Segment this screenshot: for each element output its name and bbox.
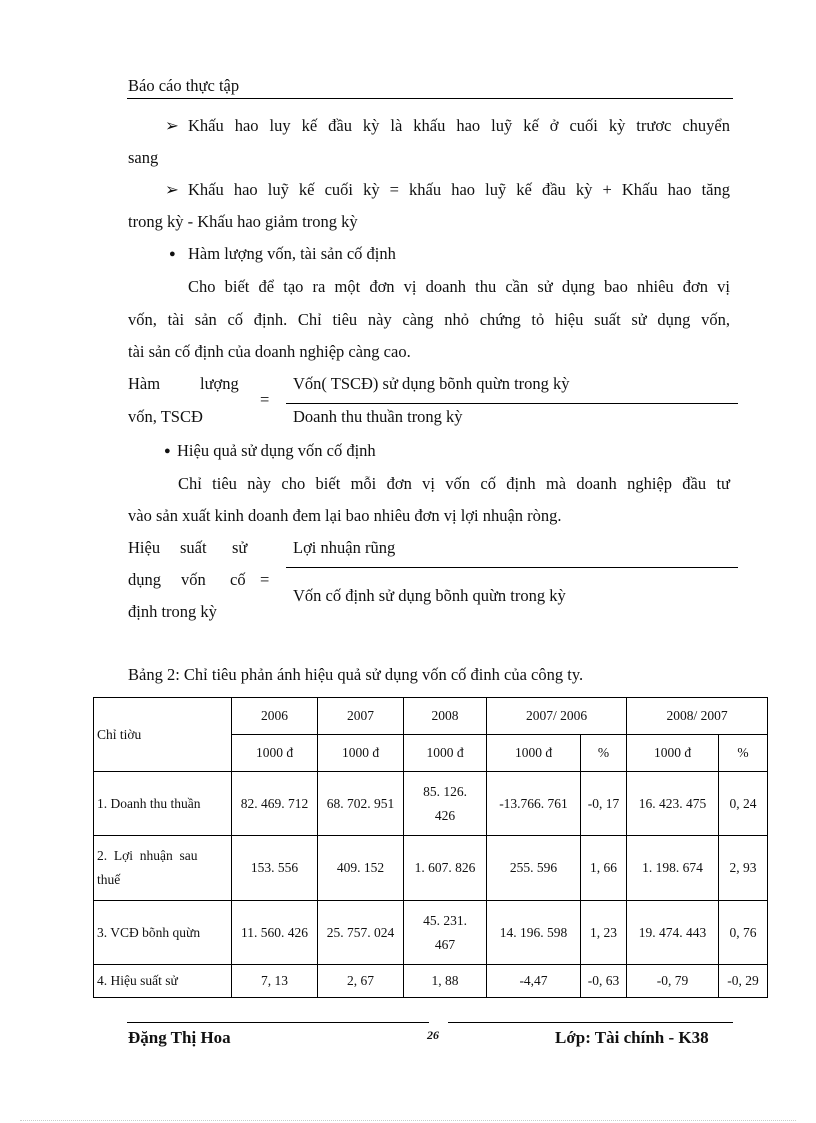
- cell-2008-part-2: 467: [434, 936, 456, 952]
- cell-diff-2-abs: -0, 79: [627, 965, 719, 998]
- formula-2-numerator: Lợi nhuận rũng: [293, 538, 396, 557]
- header-rule: [127, 98, 733, 99]
- formula-2-lhs-l2-w2: vốn: [181, 570, 206, 589]
- table-caption: Bảng 2: Chỉ tiêu phản ánh hiệu quả sử dụng vốn cố đinh của công ty.: [128, 665, 584, 684]
- cell-diff-2-pct: 0, 24: [719, 772, 768, 836]
- cell-2008-part-1: 85. 126.: [423, 783, 467, 799]
- paragraph-4-line-2: vào sản xuất kinh doanh đem lại bao nhiêu đơn vị lợi nhuận ròng.: [128, 506, 562, 525]
- arrow-bullet-icon: ➢: [165, 180, 179, 199]
- formula-2-lhs-l1-w2: suất: [180, 538, 207, 557]
- cell-2006: 11. 560. 426: [232, 901, 318, 965]
- table-row: [94, 901, 768, 965]
- unit-cell: 1000 đ: [487, 735, 581, 772]
- cell-diff-2-pct: -0, 29: [719, 965, 768, 998]
- bullet-heading-1: Hàm lượng vốn, tài sản cố định: [188, 244, 396, 263]
- cell-2008: [404, 901, 487, 965]
- paragraph-3-line-2: vốn, tài sản cố định. Chỉ tiêu này càng nhỏ chứng tỏ hiệu suất sử dụng vốn,: [128, 310, 730, 329]
- unit-cell: 1000 đ: [232, 735, 318, 772]
- footer-class: Lớp: Tài chính - K38: [555, 1028, 709, 1047]
- formula-2-lhs-l1-w3: sử: [232, 538, 248, 557]
- cell-diff-2-pct: 2, 93: [719, 836, 768, 901]
- cell-2008: 1, 88: [404, 965, 487, 998]
- row-label: 1. Doanh thu thuần: [94, 772, 232, 836]
- cell-2007: 68. 702. 951: [318, 772, 404, 836]
- formula-1-lhs-word-1: Hàm: [128, 374, 161, 393]
- page-bottom-dotted-edge: [20, 1120, 796, 1121]
- row-label-part-2: thuế: [97, 872, 121, 887]
- header-year-2006: 2006: [232, 698, 318, 735]
- unit-cell: 1000 đ: [627, 735, 719, 772]
- cell-2008-part-2: 426: [434, 807, 456, 823]
- unit-cell: %: [581, 735, 627, 772]
- cell-diff-1-pct: -0, 17: [581, 772, 627, 836]
- bullet-heading-2: Hiệu quả sử dụng vốn cố định: [177, 441, 376, 460]
- row-label: 3. VCĐ bõnh quừn: [94, 901, 232, 965]
- cell-2008-part-1: 45. 231.: [423, 912, 467, 928]
- paragraph-4-line-1: Chỉ tiêu này cho biết mỗi đơn vị vốn cố định mà doanh nghiệp đầu tư: [178, 474, 730, 493]
- formula-2-lhs-line-3: định trong kỳ: [128, 602, 217, 621]
- paragraph-3-line-1: Cho biết để tạo ra một đơn vị doanh thu cần sử dụng bao nhiêu đơn vị: [188, 277, 730, 296]
- cell-2007: 2, 67: [318, 965, 404, 998]
- paragraph-1-line-2: sang: [128, 148, 159, 167]
- cell-2007: 409. 152: [318, 836, 404, 901]
- cell-2006: 82. 469. 712: [232, 772, 318, 836]
- cell-diff-1-pct: 1, 66: [581, 836, 627, 901]
- formula-2-denominator: Vốn cố định sử dụng bõnh quừn trong kỳ: [293, 586, 566, 605]
- cell-diff-1-pct: -0, 63: [581, 965, 627, 998]
- row-label-part-1: 2. Lợi nhuận sau: [97, 848, 198, 863]
- cell-diff-1-abs: -13.766. 761: [487, 772, 581, 836]
- paragraph-2-line-2: trong kỳ - Khấu hao giảm trong kỳ: [128, 212, 358, 231]
- header-compare-2007-2006: 2007/ 2006: [487, 698, 627, 735]
- formula-1-fraction-bar: [286, 403, 738, 404]
- unit-cell: %: [719, 735, 768, 772]
- cell-diff-1-abs: 14. 196. 598: [487, 901, 581, 965]
- table-header-row: [94, 698, 768, 735]
- footer-author: Đặng Thị Hoa: [128, 1028, 231, 1047]
- cell-diff-2-pct: 0, 76: [719, 901, 768, 965]
- formula-2-lhs-l1-w1: Hiệu: [128, 538, 161, 557]
- dot-bullet-icon: ●: [164, 445, 171, 457]
- unit-cell: 1000 đ: [404, 735, 487, 772]
- cell-diff-1-abs: -4,47: [487, 965, 581, 998]
- cell-2006: 153. 556: [232, 836, 318, 901]
- cell-2008: 1. 607. 826: [404, 836, 487, 901]
- cell-diff-2-abs: 19. 474. 443: [627, 901, 719, 965]
- cell-diff-2-abs: 1. 198. 674: [627, 836, 719, 901]
- table-row: [94, 836, 768, 901]
- header-year-2007: 2007: [318, 698, 404, 735]
- footer-rule-right: [448, 1022, 733, 1023]
- formula-1-lhs-word-2: lượng: [200, 374, 239, 393]
- formula-1-equals: =: [260, 390, 270, 409]
- cell-2008: [404, 772, 487, 836]
- formula-2-equals: =: [260, 570, 270, 589]
- cell-diff-1-abs: 255. 596: [487, 836, 581, 901]
- page-number: 26: [427, 1028, 439, 1042]
- formula-2-lhs-l2-w1: dụng: [128, 570, 161, 589]
- footer-rule-left: [127, 1022, 429, 1023]
- paragraph-3-line-3: tài sản cố định của doanh nghiệp càng cao.: [128, 342, 411, 361]
- dot-bullet-icon: ●: [169, 248, 176, 260]
- arrow-bullet-icon: ➢: [165, 116, 179, 135]
- cell-diff-1-pct: 1, 23: [581, 901, 627, 965]
- header-year-2008: 2008: [404, 698, 487, 735]
- page-header-title: Báo cáo thực tập: [128, 76, 240, 95]
- cell-diff-2-abs: 16. 423. 475: [627, 772, 719, 836]
- row-label: 4. Hiệu suất sử: [94, 965, 232, 998]
- formula-1-denominator: Doanh thu thuần trong kỳ: [293, 407, 463, 426]
- formula-2-fraction-bar: [286, 567, 738, 568]
- cell-2006: 7, 13: [232, 965, 318, 998]
- paragraph-2-line-1: Khấu hao luỹ kế cuối kỳ = khấu hao luỹ kế đầu kỳ + Khấu hao tăng: [188, 180, 730, 199]
- formula-1-numerator: Vốn( TSCĐ) sử dụng bõnh quừn trong kỳ: [293, 374, 570, 393]
- table-row: [94, 772, 768, 836]
- cell-2007: 25. 757. 024: [318, 901, 404, 965]
- header-indicator: Chỉ tiờu: [94, 698, 232, 772]
- efficiency-table: [93, 697, 768, 998]
- paragraph-1-line-1: Khấu hao luy kế đầu kỳ là khấu hao luỹ kế ở cuối kỳ trươc chuyển: [188, 116, 730, 135]
- formula-2-lhs-l2-w3: cố: [230, 570, 246, 589]
- table-row: [94, 965, 768, 998]
- formula-1-lhs-line-2: vốn, TSCĐ: [128, 407, 203, 426]
- unit-cell: 1000 đ: [318, 735, 404, 772]
- row-label: [94, 836, 232, 901]
- header-compare-2008-2007: 2008/ 2007: [627, 698, 768, 735]
